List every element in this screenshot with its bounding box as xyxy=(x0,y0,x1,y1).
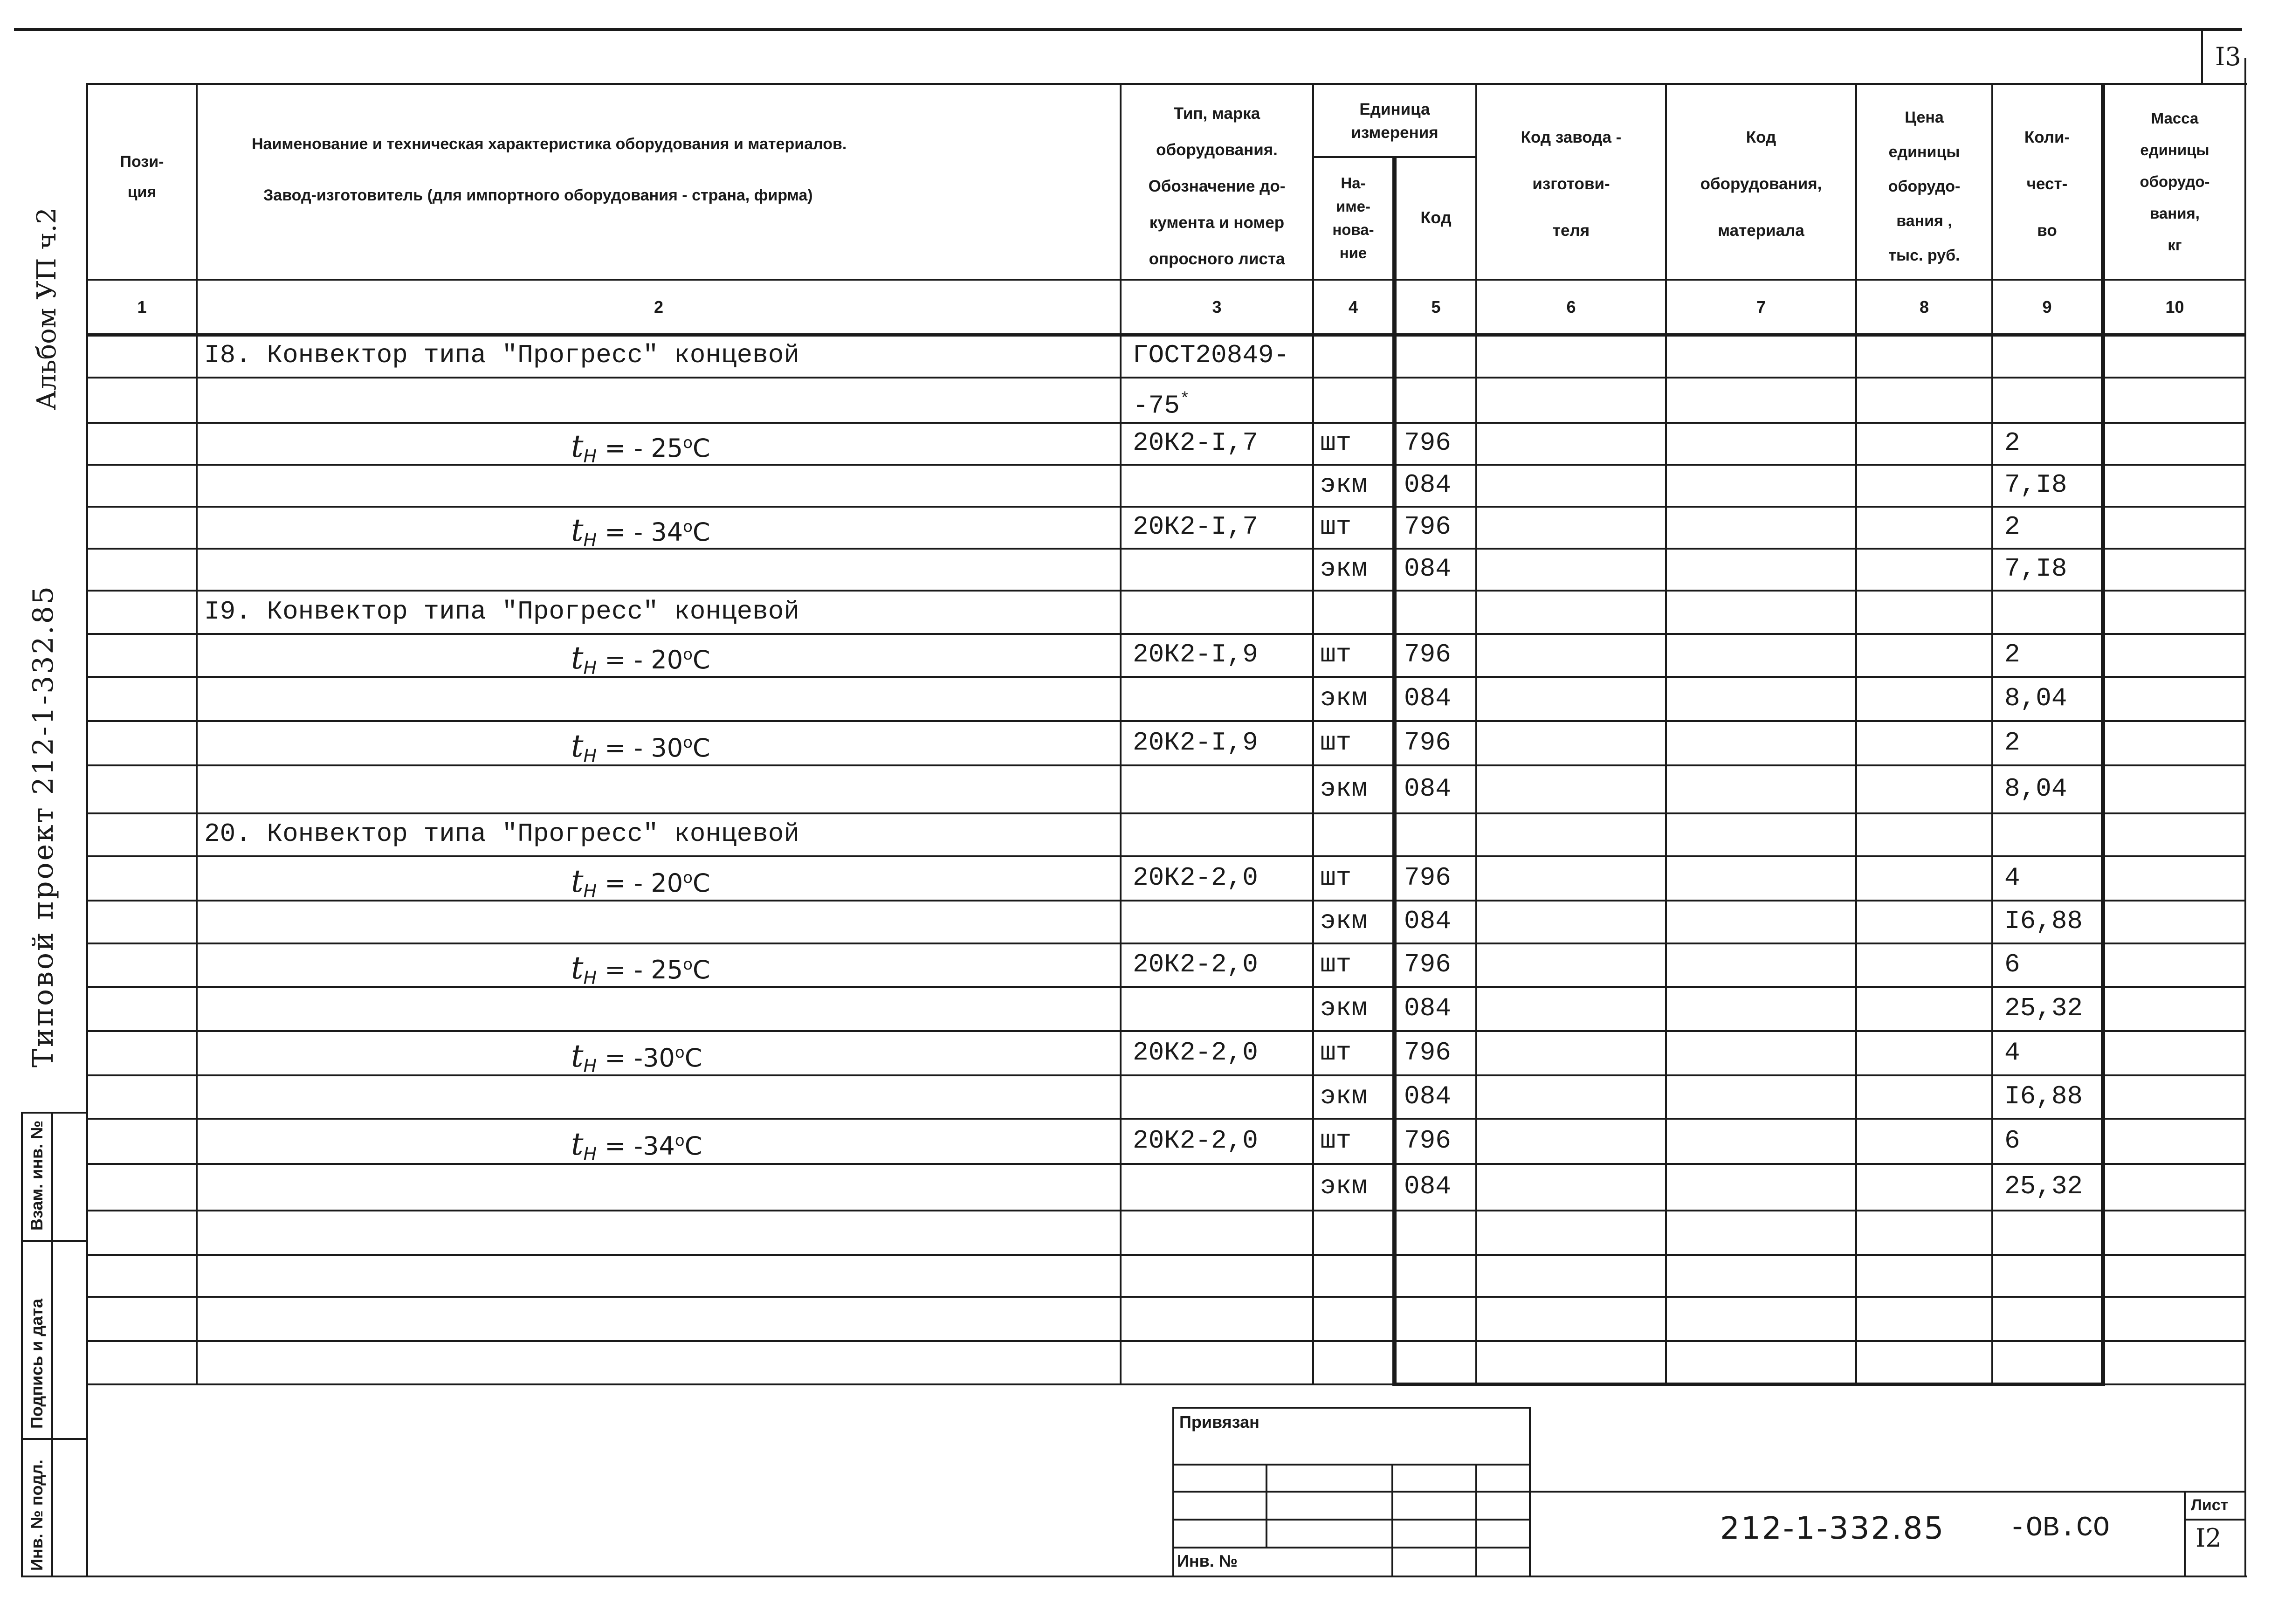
unit-code: 084 xyxy=(1404,683,1451,713)
col-line-9 xyxy=(2101,83,2105,1383)
row-line xyxy=(86,986,2244,988)
stamp-podpis-label: Подпись и дата xyxy=(27,1299,46,1429)
colnum-2: 2 xyxy=(654,297,664,317)
header-position: Пози- ция xyxy=(120,153,164,201)
row-line xyxy=(86,1210,2244,1211)
row-line xyxy=(86,1296,2244,1298)
temperature-condition: $t_Н$ = - 25$^o$С xyxy=(571,950,710,988)
row-line xyxy=(86,900,2244,901)
unit-code: 796 xyxy=(1404,1125,1451,1156)
header-equipment-code: Код оборудования, материала xyxy=(1700,128,1822,240)
col-line-3 xyxy=(1312,83,1314,1383)
unit-code: 796 xyxy=(1404,428,1451,458)
row-line xyxy=(86,590,2244,592)
stamp-strip-mid xyxy=(51,1112,53,1576)
row-line xyxy=(86,1074,2244,1076)
list-box-left xyxy=(2184,1491,2186,1576)
item-type: 20К2-2,0 xyxy=(1133,1037,1258,1067)
list-box-divider xyxy=(2184,1519,2244,1521)
temperature-condition: $t_Н$ = - 34$^o$С xyxy=(571,512,710,551)
quantity: 8,04 xyxy=(2004,773,2067,804)
row-line xyxy=(86,506,2244,508)
item-name: I9. Конвектор типа "Прогресс" концевой xyxy=(204,596,800,626)
unit-code: 084 xyxy=(1404,554,1451,584)
stamp-inv-podl-label: Инв. № подл. xyxy=(27,1459,46,1571)
stamp-divider-2 xyxy=(21,1438,87,1440)
colnum-9: 9 xyxy=(2042,297,2052,317)
unit-name: шт xyxy=(1320,428,1352,458)
row-line xyxy=(86,943,2244,944)
row-line xyxy=(86,812,2244,814)
quantity: 7,I8 xyxy=(2004,470,2067,500)
item-type: 20К2-2,0 xyxy=(1133,949,1258,979)
row-line xyxy=(86,377,2244,378)
thick-box-bottom xyxy=(1392,1383,2105,1386)
row-line xyxy=(86,855,2244,857)
privyazan-label: Привязан xyxy=(1179,1412,1260,1431)
unit-header-divider xyxy=(1312,156,1475,158)
unit-code: 084 xyxy=(1404,993,1451,1023)
col-line-1 xyxy=(196,83,198,1383)
item-type: 20К2-2,0 xyxy=(1133,1125,1258,1156)
quantity: 2 xyxy=(2004,428,2020,458)
inv-no-label: Инв. № xyxy=(1177,1551,1238,1570)
header-factory-code: Код завода - изготови- теля xyxy=(1521,128,1622,240)
header-name-line1: Наименование и техническая характеристика оборудования и материалов. xyxy=(252,135,847,153)
top-border xyxy=(14,28,2242,31)
unit-code: 084 xyxy=(1404,1081,1451,1111)
colnum-7: 7 xyxy=(1756,297,1766,317)
unit-name: шт xyxy=(1320,1125,1352,1156)
quantity: 25,32 xyxy=(2004,1171,2083,1201)
quantity: 6 xyxy=(2004,949,2020,979)
unit-name: шт xyxy=(1320,512,1352,542)
unit-name: экм xyxy=(1320,773,1367,804)
header-mass: Масса единицы оборудо- вания, кг xyxy=(2140,110,2210,254)
document-code: 212-1-332.85 xyxy=(1720,1510,1945,1546)
temperature-condition: $t_Н$ = - 20$^o$С xyxy=(571,640,710,678)
row-line xyxy=(86,1254,2244,1256)
item-type: 20К2-I,7 xyxy=(1133,428,1258,458)
quantity: 7,I8 xyxy=(2004,554,2067,584)
unit-code: 796 xyxy=(1404,512,1451,542)
col-line-6 xyxy=(1665,83,1667,1383)
colnum-5: 5 xyxy=(1431,297,1441,317)
unit-name: экм xyxy=(1320,1171,1367,1201)
item-type: -75* xyxy=(1133,389,1190,421)
item-name: 20. Конвектор типа "Прогресс" концевой xyxy=(204,819,800,849)
quantity: I6,88 xyxy=(2004,1081,2083,1111)
colnum-1: 1 xyxy=(137,297,147,317)
quantity: 25,32 xyxy=(2004,993,2083,1023)
row-line xyxy=(86,720,2244,722)
unit-code: 796 xyxy=(1404,727,1451,757)
stamp-vzam-label: Взам. инв. № xyxy=(27,1120,46,1231)
header-unit-code: Код xyxy=(1420,208,1452,227)
header-unit: Единица измерения xyxy=(1351,100,1438,142)
page-number-box-left xyxy=(2201,29,2203,83)
frame-right xyxy=(2244,58,2246,1576)
unit-name: экм xyxy=(1320,1081,1367,1111)
frame-bottom xyxy=(21,1576,2247,1577)
row-line xyxy=(86,633,2244,635)
row-line xyxy=(86,422,2244,424)
quantity: 2 xyxy=(2004,512,2020,542)
temperature-condition: $t_Н$ = - 25$^o$С xyxy=(571,428,710,467)
unit-code: 796 xyxy=(1404,862,1451,893)
unit-name: шт xyxy=(1320,640,1352,669)
privyazan-col-2 xyxy=(1391,1464,1393,1576)
colnum-10: 10 xyxy=(2165,297,2184,317)
colnum-6: 6 xyxy=(1566,297,1576,317)
row-line xyxy=(86,676,2244,678)
unit-name: шт xyxy=(1320,949,1352,979)
project-side-label: Типовой проект 212-1-332.85 xyxy=(27,584,60,1067)
quantity: 6 xyxy=(2004,1125,2020,1156)
list-label: Лист xyxy=(2191,1496,2229,1514)
quantity: 2 xyxy=(2004,727,2020,757)
header-price: Цена единицы оборудо- вания , тыс. руб. xyxy=(1888,109,1961,264)
item-type: 20К2-2,0 xyxy=(1133,862,1258,893)
unit-code: 796 xyxy=(1404,640,1451,669)
page-number: I3 xyxy=(2215,42,2241,71)
unit-name: шт xyxy=(1320,727,1352,757)
header-quantity: Коли- чест- во xyxy=(2024,128,2070,240)
privyazan-col-1 xyxy=(1266,1464,1267,1547)
item-type: 20К2-I,7 xyxy=(1133,512,1258,542)
item-type: 20К2-I,9 xyxy=(1133,727,1258,757)
privyazan-col-3 xyxy=(1475,1464,1477,1576)
temperature-condition: $t_Н = -30^oС$ xyxy=(571,1038,702,1076)
unit-name: экм xyxy=(1320,993,1367,1023)
row-line xyxy=(86,1163,2244,1165)
colnum-4: 4 xyxy=(1348,297,1358,317)
unit-code: 084 xyxy=(1404,470,1451,500)
temperature-condition: $t_Н$ = - 20$^o$С xyxy=(571,863,710,901)
unit-name: экм xyxy=(1320,906,1367,936)
unit-code: 084 xyxy=(1404,773,1451,804)
item-type: 20К2-I,9 xyxy=(1133,640,1258,669)
quantity: I6,88 xyxy=(2004,906,2083,936)
row-line xyxy=(86,1340,2244,1342)
stamp-top-line xyxy=(1529,1491,2244,1493)
header-unit-name: На- име- нова- ние xyxy=(1332,174,1374,261)
list-number: I2 xyxy=(2196,1523,2222,1553)
header-type: Тип, марка оборудования. Обозначение до- кумента и номер опросного листа xyxy=(1148,104,1286,268)
col-line-8 xyxy=(1991,83,1993,1383)
col-line-5 xyxy=(1475,83,1477,1383)
album-side-label: Альбом УП ч.2 xyxy=(32,207,62,410)
temperature-condition: $t_Н$ = - 30$^o$С xyxy=(571,728,710,766)
quantity: 8,04 xyxy=(2004,683,2067,713)
quantity: 2 xyxy=(2004,640,2020,669)
quantity: 4 xyxy=(2004,1037,2020,1067)
colnum-3: 3 xyxy=(1212,297,1222,317)
quantity: 4 xyxy=(2004,862,2020,893)
unit-code: 084 xyxy=(1404,906,1451,936)
col-line-2 xyxy=(1120,83,1122,1383)
unit-code: 796 xyxy=(1404,949,1451,979)
row-line xyxy=(86,1030,2244,1032)
stamp-strip-top xyxy=(21,1112,87,1114)
item-type: ГОСТ20849- xyxy=(1133,340,1290,370)
unit-code: 796 xyxy=(1404,1037,1451,1067)
unit-name: экм xyxy=(1320,554,1367,584)
privyazan-box-top xyxy=(1172,1407,1529,1409)
unit-name: шт xyxy=(1320,1037,1352,1067)
row-line xyxy=(86,1118,2244,1120)
document-suffix: -ОВ.СО xyxy=(2009,1513,2110,1544)
colnum-8: 8 xyxy=(1919,297,1929,317)
unit-code: 084 xyxy=(1404,1171,1451,1201)
item-name: I8. Конвектор типа "Прогресс" концевой xyxy=(204,340,800,370)
col-line-7 xyxy=(1855,83,1857,1383)
row-line xyxy=(86,464,2244,466)
row-line xyxy=(86,764,2244,766)
header-name-line2: Завод-изготовитель (для импортного оборудования - страна, фирма) xyxy=(263,186,813,204)
stamp-divider-1 xyxy=(21,1240,87,1242)
stamp-strip-left xyxy=(21,1112,23,1576)
unit-name: экм xyxy=(1320,470,1367,500)
temperature-condition: $t_Н = -34^oС$ xyxy=(571,1126,702,1164)
frame-top xyxy=(86,83,2247,85)
colnum-bottom xyxy=(86,333,2244,337)
col-line-4 xyxy=(1392,156,1397,1383)
row-line xyxy=(86,548,2244,550)
unit-name: шт xyxy=(1320,862,1352,893)
unit-name: экм xyxy=(1320,683,1367,713)
